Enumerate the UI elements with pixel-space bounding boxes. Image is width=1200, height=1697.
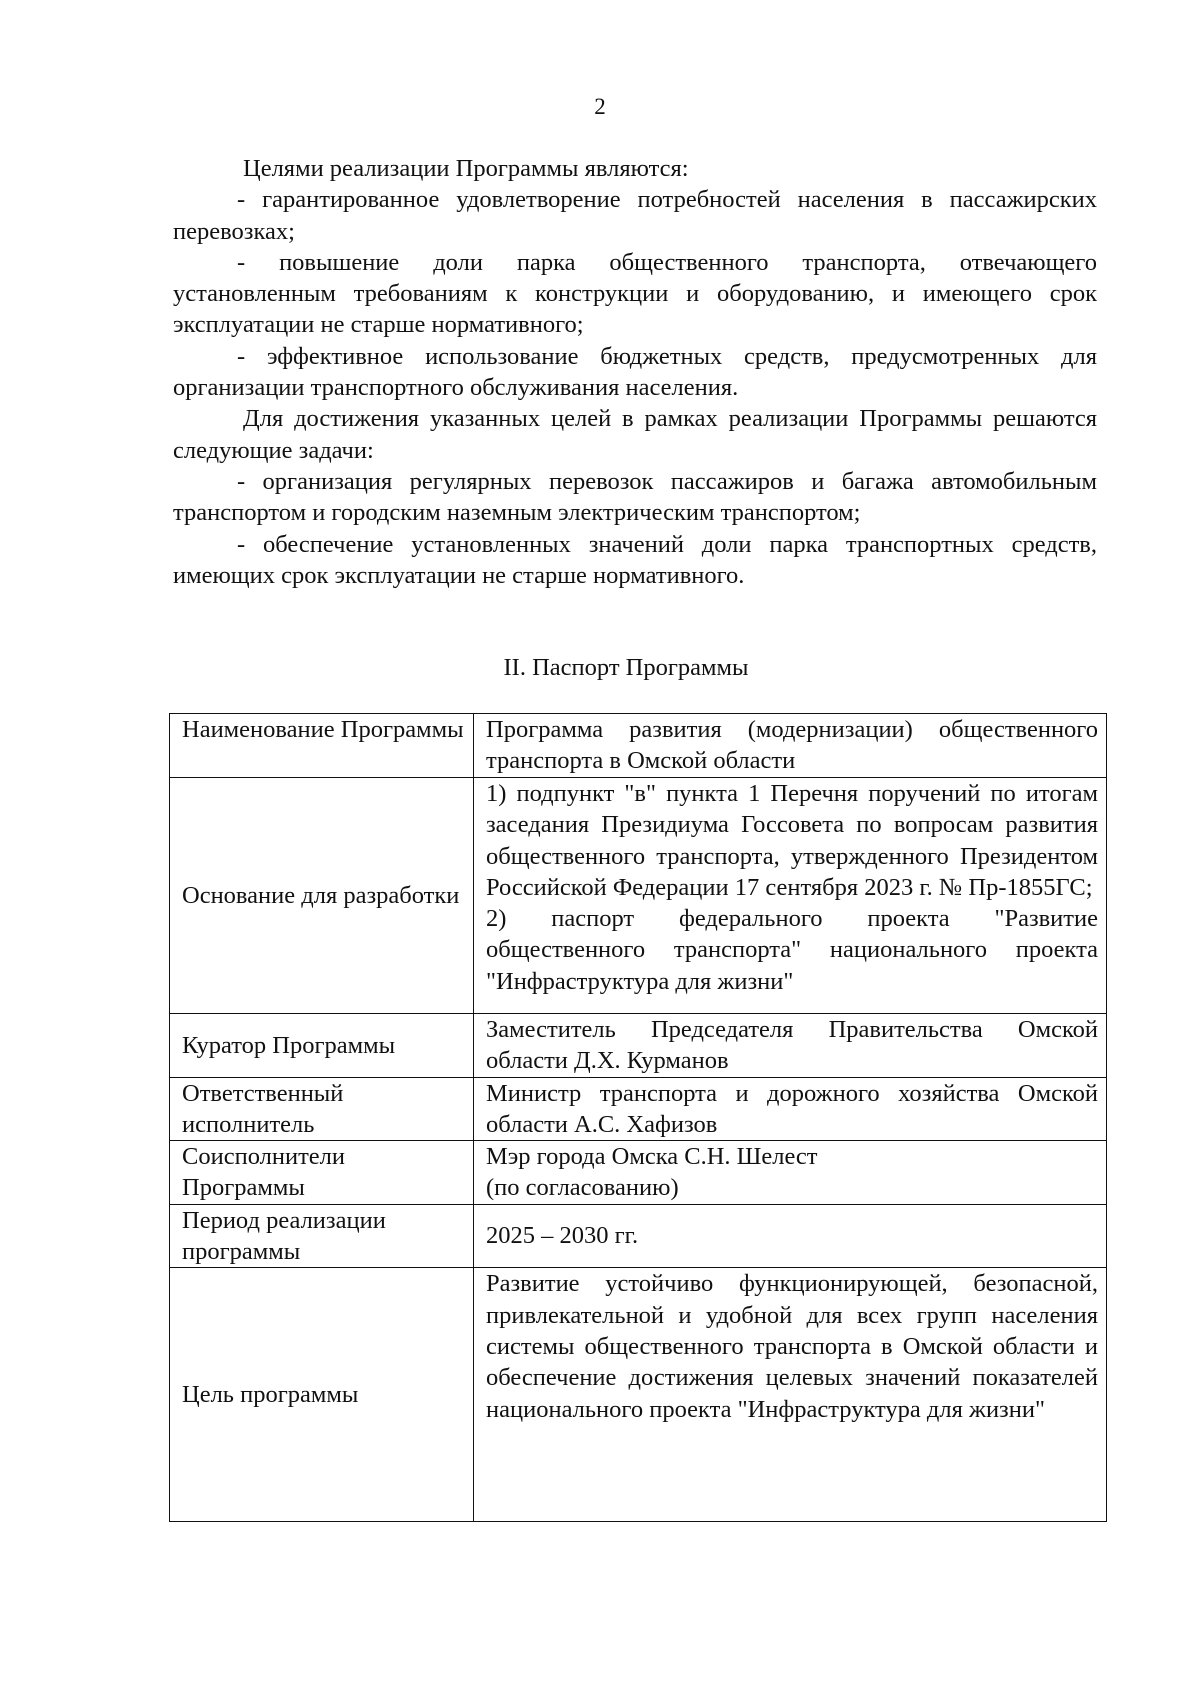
goal-item-3: - эффективное использование бюджетных средств, предусмотренных для организации транспортного обслуживания населения.: [173, 342, 1097, 402]
goal-item-2: - повышение доли парка общественного транспорта, отвечающего установленным требованиям к конструкции и оборудованию, и имеющего срок эксплуатации не старше нормативного;: [173, 248, 1097, 339]
row-label: Основание для разработки: [170, 778, 474, 1014]
value-line: Мэр города Омска С.Н. Шелест: [486, 1143, 818, 1171]
row-label: Соисполнители Программы: [170, 1141, 474, 1205]
row-value: Министр транспорта и дорожного хозяйства Омской области А.С. Хафизов: [474, 1077, 1107, 1141]
goal-item-1: - гарантированное удовлетворение потребностей населения в пассажирских перевозках;: [173, 186, 1097, 245]
row-value: [474, 1141, 1107, 1205]
row-label: Период реализации программы: [170, 1204, 474, 1268]
value-line: (по согласованию): [486, 1174, 679, 1202]
value-line: 2) паспорт федерального проекта "Развитие общественного транспорта" национального проекта "Инфраструктура для жизни": [486, 905, 1098, 995]
table-row: [170, 1141, 1107, 1205]
tasks-intro: Для достижения указанных целей в рамках реализации Программы решаются следующие задачи:: [173, 405, 1097, 464]
section-title: II. Паспорт Программы: [503, 654, 749, 681]
task-item-2: - обеспечение установленных значений доли парка транспортных средств, имеющих срок эксплуатации не старше нормативного.: [173, 530, 1097, 589]
row-label: Куратор Программы: [170, 1014, 474, 1078]
row-value: Развитие устойчиво функционирующей, безопасной, привлекательной и удобной для всех групп населения системы общественного транспорта в Омской области и обеспечение достижения целевых значений показателей национального проекта "Инфраструктура для жизни": [474, 1268, 1107, 1522]
table-row: [170, 778, 1107, 1014]
table-row: [170, 1077, 1107, 1141]
table-row: [170, 714, 1107, 778]
table-row: [170, 1014, 1107, 1078]
row-label: Наименование Программы: [170, 714, 474, 778]
row-label: Цель программы: [170, 1268, 474, 1522]
body-text: [173, 153, 1097, 591]
row-value: [474, 778, 1107, 1014]
row-value: 2025 – 2030 гг.: [474, 1204, 1107, 1268]
page-number: 2: [594, 94, 606, 119]
table-row: [170, 1204, 1107, 1268]
row-value: Заместитель Председателя Правительства Омской области Д.Х. Курманов: [474, 1014, 1107, 1078]
row-label: Ответственный исполнитель: [170, 1077, 474, 1141]
passport-table: [169, 713, 1107, 1522]
goals-intro: Целями реализации Программы являются:: [243, 155, 689, 182]
row-value: Программа развития (модернизации) общественного транспорта в Омской области: [474, 714, 1107, 778]
value-line: 1) подпункт "в" пункта 1 Перечня поручений по итогам заседания Президиума Госсовета по вопросам развития общественного транспорта, утвержденного Президентом Российской Федерации 17 сентября 2023 г. № Пр-1855ГС;: [486, 780, 1098, 901]
task-item-1: - организация регулярных перевозок пассажиров и багажа автомобильным транспортом и городским наземным электрическим транспортом;: [173, 467, 1097, 527]
table-row: [170, 1268, 1107, 1522]
